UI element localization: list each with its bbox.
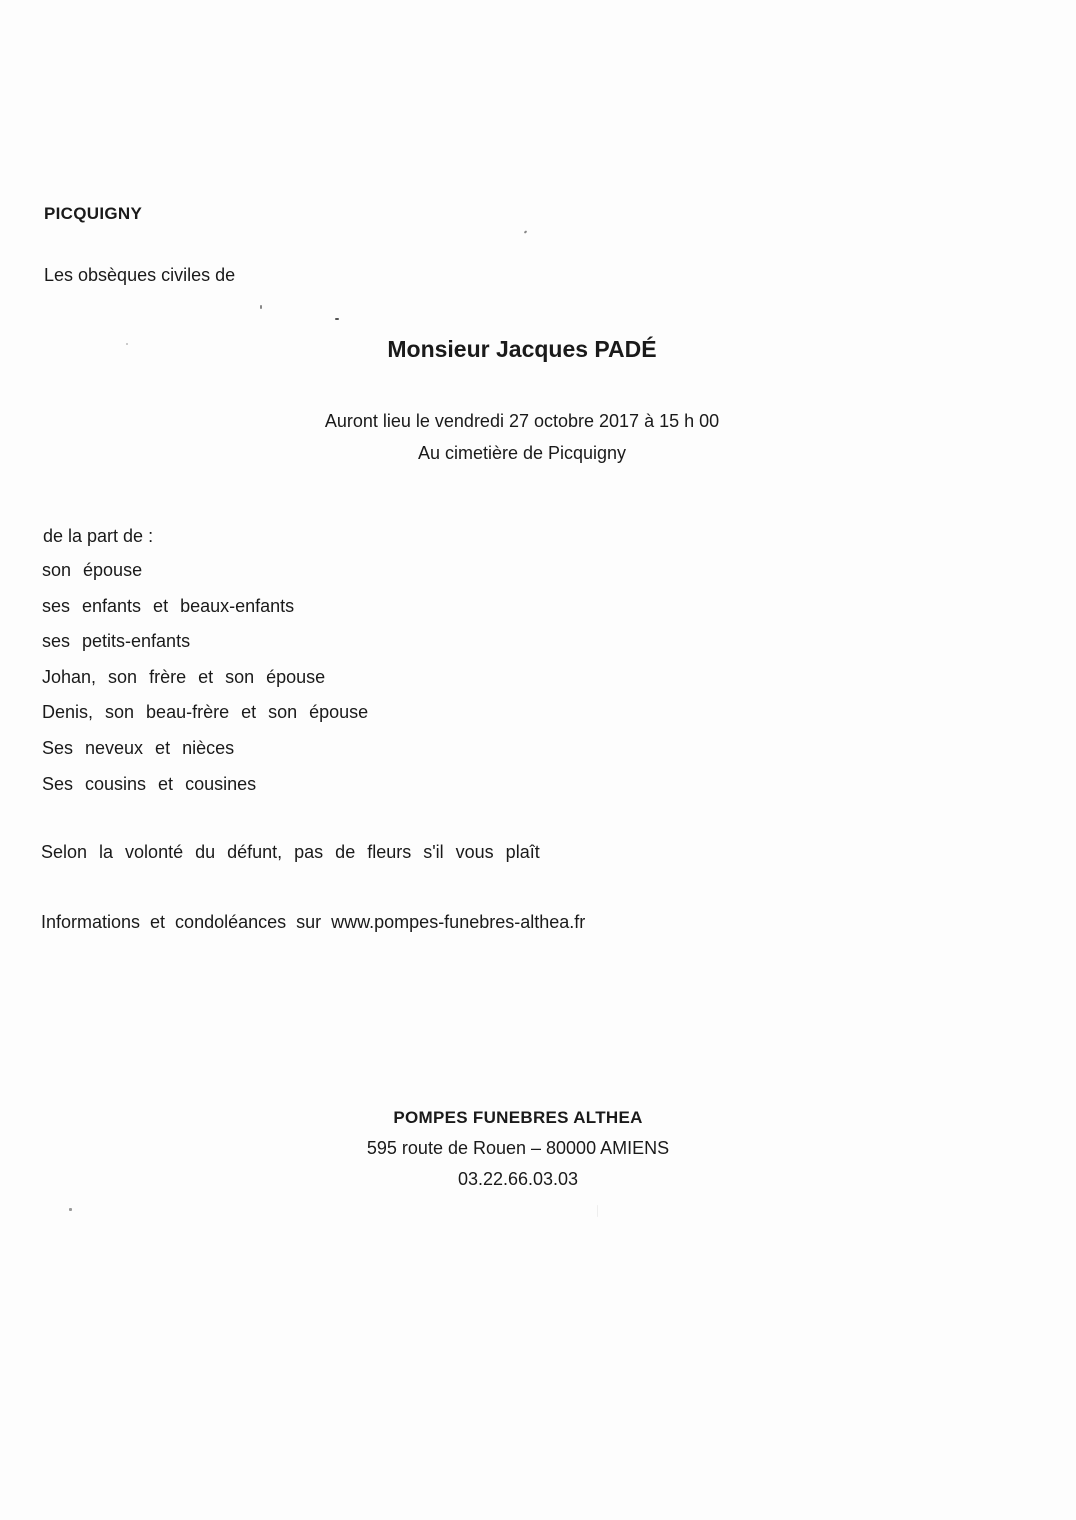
company-name: POMPES FUNEBRES ALTHEA — [393, 1108, 643, 1127]
family-list — [42, 558, 368, 807]
scan-speck — [126, 343, 128, 345]
company-address: 595 route de Rouen – 80000 AMIENS — [366, 1138, 670, 1158]
list-item: son épouse — [42, 560, 143, 580]
list-item: ses petits-enfants — [42, 631, 191, 652]
ceremony-date: Auront lieu le vendredi 27 octobre 2017 à 15 h 00 — [324, 411, 720, 431]
town-heading: PICQUIGNY — [44, 204, 143, 223]
flowers-wish: Selon la volonté du défunt, pas de fleurs s'il vous plaît — [41, 842, 540, 862]
list-item: Ses cousins et cousines — [42, 773, 257, 794]
funeral-home-block — [0, 1102, 1036, 1195]
intro-text: Les obsèques civiles de — [44, 265, 236, 285]
list-item: Johan, son frère et son épouse — [42, 666, 326, 687]
ceremony-place: Au cimetière de Picquigny — [417, 443, 627, 463]
scan-speck — [524, 230, 528, 233]
scan-speck — [335, 318, 339, 320]
scan-speck — [69, 1208, 72, 1211]
scan-speck — [260, 305, 262, 309]
family-header: de la part de : — [43, 526, 154, 546]
ceremony-details — [0, 405, 1044, 469]
list-item: Denis, son beau-frère et son épouse — [42, 702, 369, 723]
company-phone: 03.22.66.03.03 — [457, 1169, 579, 1189]
condolences-info: Informations et condoléances sur www.pompes-funebres-althea.fr — [41, 912, 586, 932]
list-item: Ses neveux et nièces — [42, 737, 235, 758]
list-item: ses enfants et beaux-enfants — [42, 595, 295, 616]
scan-speck — [597, 1205, 598, 1217]
deceased-name: Monsieur Jacques PADÉ — [387, 336, 657, 362]
